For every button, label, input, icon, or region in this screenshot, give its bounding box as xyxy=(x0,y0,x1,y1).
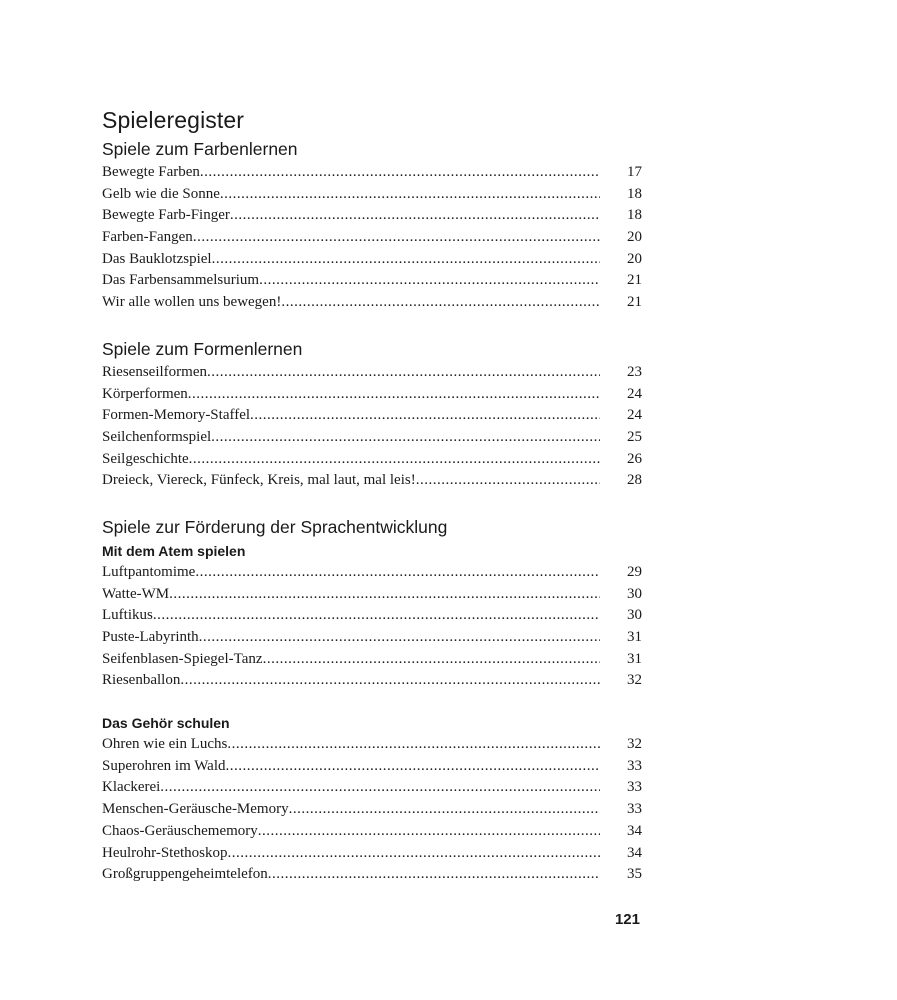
toc-entry xyxy=(102,470,642,492)
toc-entry xyxy=(102,249,642,271)
entry-page-number: 32 xyxy=(627,736,642,753)
toc-entry xyxy=(102,405,642,427)
entry-page-number: 30 xyxy=(627,607,642,624)
entry-title: Heulrohr-Stethoskop xyxy=(102,844,228,861)
dot-leader xyxy=(200,162,600,184)
entry-page-number: 18 xyxy=(627,207,642,224)
entry-page-number: 33 xyxy=(627,779,642,796)
spacer xyxy=(102,314,642,336)
dot-leader xyxy=(227,734,600,756)
dot-leader xyxy=(211,427,600,449)
entry-title: Formen-Memory-Staffel xyxy=(102,407,251,424)
entry-list-farbenlernen xyxy=(102,162,642,314)
dot-leader xyxy=(250,405,600,427)
entry-page-number: 33 xyxy=(627,801,642,818)
toc-entry xyxy=(102,756,642,778)
entry-title: Farben-Fangen xyxy=(102,229,193,246)
table-of-contents xyxy=(102,104,642,886)
entry-page-number: 20 xyxy=(627,229,642,246)
toc-entry xyxy=(102,777,642,799)
toc-entry xyxy=(102,205,642,227)
toc-entry xyxy=(102,821,642,843)
dot-leader xyxy=(160,777,600,799)
entry-page-number: 30 xyxy=(627,585,642,602)
dot-leader xyxy=(207,362,600,384)
toc-entry xyxy=(102,864,642,886)
entry-page-number: 35 xyxy=(627,866,642,883)
section-heading-farbenlernen: Spiele zum Farbenlernen xyxy=(102,139,298,159)
entry-title: Luftikus xyxy=(102,607,153,624)
dot-leader xyxy=(153,605,600,627)
entry-title: Superohren im Wald xyxy=(102,757,226,774)
dot-leader xyxy=(220,184,600,206)
entry-title: Seilgeschichte xyxy=(102,450,189,467)
section-heading-formenlernen: Spiele zum Formenlernen xyxy=(102,338,303,359)
toc-entry xyxy=(102,292,642,314)
dot-leader xyxy=(169,584,600,606)
entry-title: Luftpantomime xyxy=(102,563,196,580)
entry-title: Wir alle wollen uns bewegen! xyxy=(102,294,282,311)
entry-title: Körperformen xyxy=(102,385,188,402)
entry-title: Ohren wie ein Luchs xyxy=(102,736,228,753)
dot-leader xyxy=(189,449,600,471)
spacer xyxy=(102,492,642,514)
entry-page-number: 24 xyxy=(627,385,642,402)
entry-page-number: 34 xyxy=(627,822,642,839)
entry-title: Seifenblasen-Spiegel-Tanz xyxy=(102,650,263,667)
toc-entry xyxy=(102,384,642,406)
dot-leader xyxy=(268,864,600,886)
toc-entry xyxy=(102,627,642,649)
entry-list-formenlernen xyxy=(102,362,642,492)
entry-page-number: 21 xyxy=(627,294,642,311)
entry-title: Menschen-Geräusche-Memory xyxy=(102,801,289,818)
toc-entry xyxy=(102,605,642,627)
dot-leader xyxy=(416,470,600,492)
entry-title: Das Farbensammelsurium xyxy=(102,272,260,289)
entry-title: Bewegte Farben xyxy=(102,164,200,180)
entry-page-number: 17 xyxy=(627,164,642,180)
entry-page-number: 33 xyxy=(627,757,642,774)
dot-leader xyxy=(193,227,600,249)
entry-title: Dreieck, Viereck, Fünfeck, Kreis, mal laut, mal leis! xyxy=(102,472,416,489)
entry-title: Riesenballon xyxy=(102,672,181,689)
entry-page-number: 29 xyxy=(627,563,642,580)
toc-entry xyxy=(102,449,642,471)
dot-leader xyxy=(226,756,601,778)
dot-leader xyxy=(180,670,600,692)
section-heading-sprachentwicklung: Spiele zur Förderung der Sprachentwicklung xyxy=(102,516,448,537)
entry-page-number: 28 xyxy=(627,472,642,489)
entry-title: Bewegte Farb-Finger xyxy=(102,207,230,224)
dot-leader xyxy=(258,821,600,843)
entry-title: Das Bauklotzspiel xyxy=(102,250,212,267)
entry-title: Gelb wie die Sonne xyxy=(102,185,220,202)
toc-entry xyxy=(102,562,642,584)
toc-entry xyxy=(102,362,642,384)
entry-title: Chaos-Geräuschememory xyxy=(102,822,258,839)
entry-list-atem xyxy=(102,562,642,692)
entry-title: Seilchenformspiel xyxy=(102,428,212,445)
entry-title: Großgruppengeheimtelefon xyxy=(102,866,268,883)
dot-leader xyxy=(230,205,600,227)
entry-page-number: 21 xyxy=(627,272,642,289)
entry-page-number: 32 xyxy=(627,672,642,689)
dot-leader xyxy=(212,249,600,271)
toc-entry xyxy=(102,649,642,671)
page-title: Spieleregister xyxy=(102,107,245,133)
entry-page-number: 25 xyxy=(627,428,642,445)
dot-leader xyxy=(199,627,600,649)
entry-title: Riesenseilformen xyxy=(102,363,207,380)
entry-page-number: 26 xyxy=(627,450,642,467)
entry-title: Puste-Labyrinth xyxy=(102,629,199,645)
toc-entry xyxy=(102,184,642,206)
toc-entry xyxy=(102,270,642,292)
subsection-heading-atem: Mit dem Atem spielen xyxy=(102,542,246,559)
toc-entry xyxy=(102,584,642,606)
dot-leader xyxy=(195,562,600,584)
entry-title: Klackerei xyxy=(102,779,161,796)
entry-page-number: 34 xyxy=(627,844,642,861)
toc-entry xyxy=(102,427,642,449)
dot-leader xyxy=(281,292,600,314)
toc-entry xyxy=(102,734,642,756)
spacer xyxy=(102,692,642,712)
entry-page-number: 23 xyxy=(627,363,642,380)
toc-entry xyxy=(102,670,642,692)
entry-page-number: 24 xyxy=(627,407,642,424)
page-number: 121 xyxy=(614,911,640,928)
entry-page-number: 20 xyxy=(627,250,642,267)
entry-title: Watte-WM xyxy=(102,585,170,602)
subsection-heading-gehoer: Das Gehör schulen xyxy=(102,715,230,732)
dot-leader xyxy=(263,649,600,671)
toc-entry xyxy=(102,162,642,184)
toc-entry xyxy=(102,799,642,821)
dot-leader xyxy=(289,799,600,821)
entry-page-number: 31 xyxy=(627,650,642,667)
entry-list-gehoer xyxy=(102,734,642,886)
toc-entry xyxy=(102,227,642,249)
toc-entry xyxy=(102,843,642,865)
dot-leader xyxy=(259,270,600,292)
entry-page-number: 31 xyxy=(627,629,642,645)
dot-leader xyxy=(228,843,600,865)
dot-leader xyxy=(188,384,600,406)
entry-page-number: 18 xyxy=(627,185,642,202)
